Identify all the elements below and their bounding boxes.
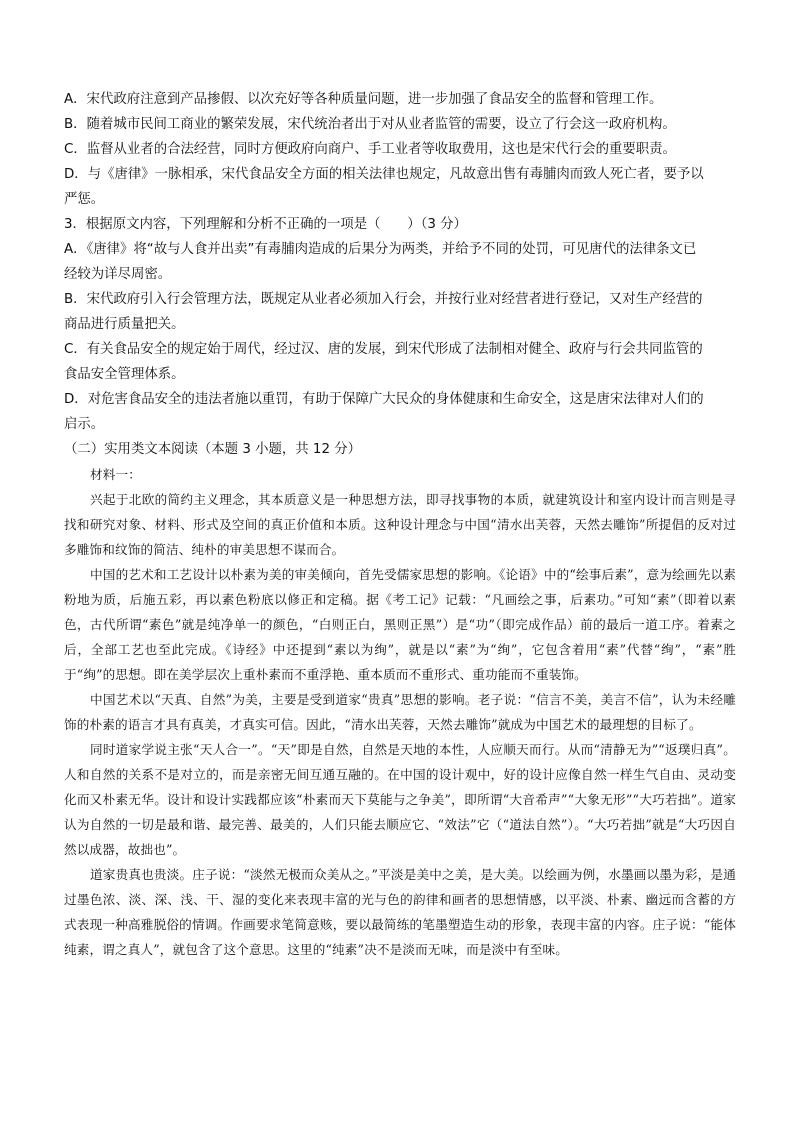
section-heading: （二）实用类文本阅读（本题 3 小题，共 12 分） [64, 442, 362, 457]
material-title: 材料一： [90, 467, 141, 482]
paragraph: 中国的艺术和工艺设计以朴素为美的审美倾向，首先受儒家思想的影响。《论语》中的“绘事后素”，意为绘画先以素粉地为质，后施五彩，再以素色粉底以修正和定稿。据《考工记》记载：“凡画绘之事，后素功。”可知“素”（即着以素色，古代所谓“素色”就是纯净单一的颜色，“白则正白，黑则正黑”）是“功”（即完成作品）前的最后一道工序。着素之后，全部工艺也至此完成。《诗经》中还提到“素以为绚”，就是以“素”为“绚”，它包含着用“素”代替“绚”，“素”胜于“绚”的思想。即在美学层次上重朴素而不重浮艳、重本质而不重形式、重功能而不重装饰。 [64, 567, 737, 682]
question-2-options [64, 87, 736, 212]
option-a-line-2: 经较为详尽周密。 [64, 267, 172, 282]
option-c-line-2: 食品安全管理体系。 [64, 367, 185, 382]
option-a-line-1: A．《唐律》将“故与人食并出卖”有毒脯肉造成的后果分为两类，并给予不同的处罚，可见唐代的法律条文已 [64, 242, 697, 257]
option-b: B．随着城市民间工商业的繁荣发展，宋代统治者出于对从业者监管的需要，设立了行会这一政府机构。 [64, 117, 676, 132]
option-b-line-1: B．宋代政府引入行会管理方法，既规定从业者必须加入行会，并按行业对经营者进行登记，又对生产经营的 [64, 292, 703, 307]
material-one [64, 462, 736, 962]
paragraph: 道家贵真也贵淡。庄子说：“淡然无极而众美从之。”平淡是美中之美，是大美。以绘画为例，水墨画以墨为彩，是通过墨色浓、淡、深、浅、干、湿的变化来表现丰富的光与色的韵律和画者的思想情感，以平淡、朴素、幽远而含蓄的方式表现一种高雅脱俗的情调。作画要求笔简意赅，要以最简练的笔墨塑造生动的形象，表现丰富的内容。庄子说：“能体纯素，谓之真人”，就包含了这个意思。这里的“纯素”决不是淡而无味，而是淡中有至味。 [64, 867, 736, 957]
question-3 [64, 212, 736, 437]
option-c: C．监督从业者的合法经营，同时方便政府向商户、手工业者等收取费用，这也是宋代行会的重要职责。 [64, 142, 676, 157]
paragraph: 兴起于北欧的简约主义理念，其本质意义是一种思想方法，即寻找事物的本质，就建筑设计和室内设计而言则是寻找和研究对象、材料、形式及空间的真正价值和本质。这种设计理念与中国“清水出芙蓉，天然去雕饰”所提倡的反对过多雕饰和纹饰的简洁、纯朴的审美思想不谋而合。 [64, 492, 736, 557]
option-d-line-1: D．对危害食品安全的违法者施以重罚，有助于保障广大民众的身体健康和生命安全，这是唐宋法律对人们的 [64, 392, 704, 407]
option-d-line-2: 启示。 [64, 417, 105, 432]
option-c-line-1: C．有关食品安全的规定始于周代，经过汉、唐的发展，到宋代形成了法制相对健全、政府与行会共同监管的 [64, 342, 703, 357]
paragraph: 同时道家学说主张“天人合一”。“天”即是自然，自然是天地的本性，人应顺天而行。从而“清静无为”“返璞归真”。人和自然的关系不是对立的，而是亲密无间互通互融的。在中国的设计观中，好的设计应像自然一样生气自由、灵动变化而又朴素无华。设计和设计实践都应该“朴素而天下莫能与之争美”，即所谓“大音希声”“大象无形”“大巧若拙”。道家认为自然的一切是最和谐、最完善、最美的，人们只能去顺应它、“效法”它（“道法自然”）。“大巧若拙”就是“大巧因自然以成器，故拙也”。 [64, 742, 736, 857]
option-b-line-2: 商品进行质量把关。 [64, 317, 185, 332]
option-d: D．与《唐律》一脉相承，宋代食品安全方面的相关法律也规定，凡故意出售有毒脯肉而致人死亡者，要予以 [64, 167, 704, 182]
option-a: A．宋代政府注意到产品掺假、以次充好等各种质量问题，进一步加强了食品安全的监督和管理工作。 [64, 92, 663, 107]
option-d-continued: 严惩。 [64, 192, 105, 207]
question-3-stem: 3．根据原文内容，下列理解和分析不正确的一项是（ ）（3 分） [64, 217, 467, 232]
paragraph: 中国艺术以“天真、自然”为美，主要是受到道家“贵真”思想的影响。老子说：“信言不美，美言不信”，认为未经雕饰的朴素的语言才具有真美，才真实可信。因此，“清水出芙蓉，天然去雕饰”就成为中国艺术的最理想的目标了。 [64, 692, 736, 732]
